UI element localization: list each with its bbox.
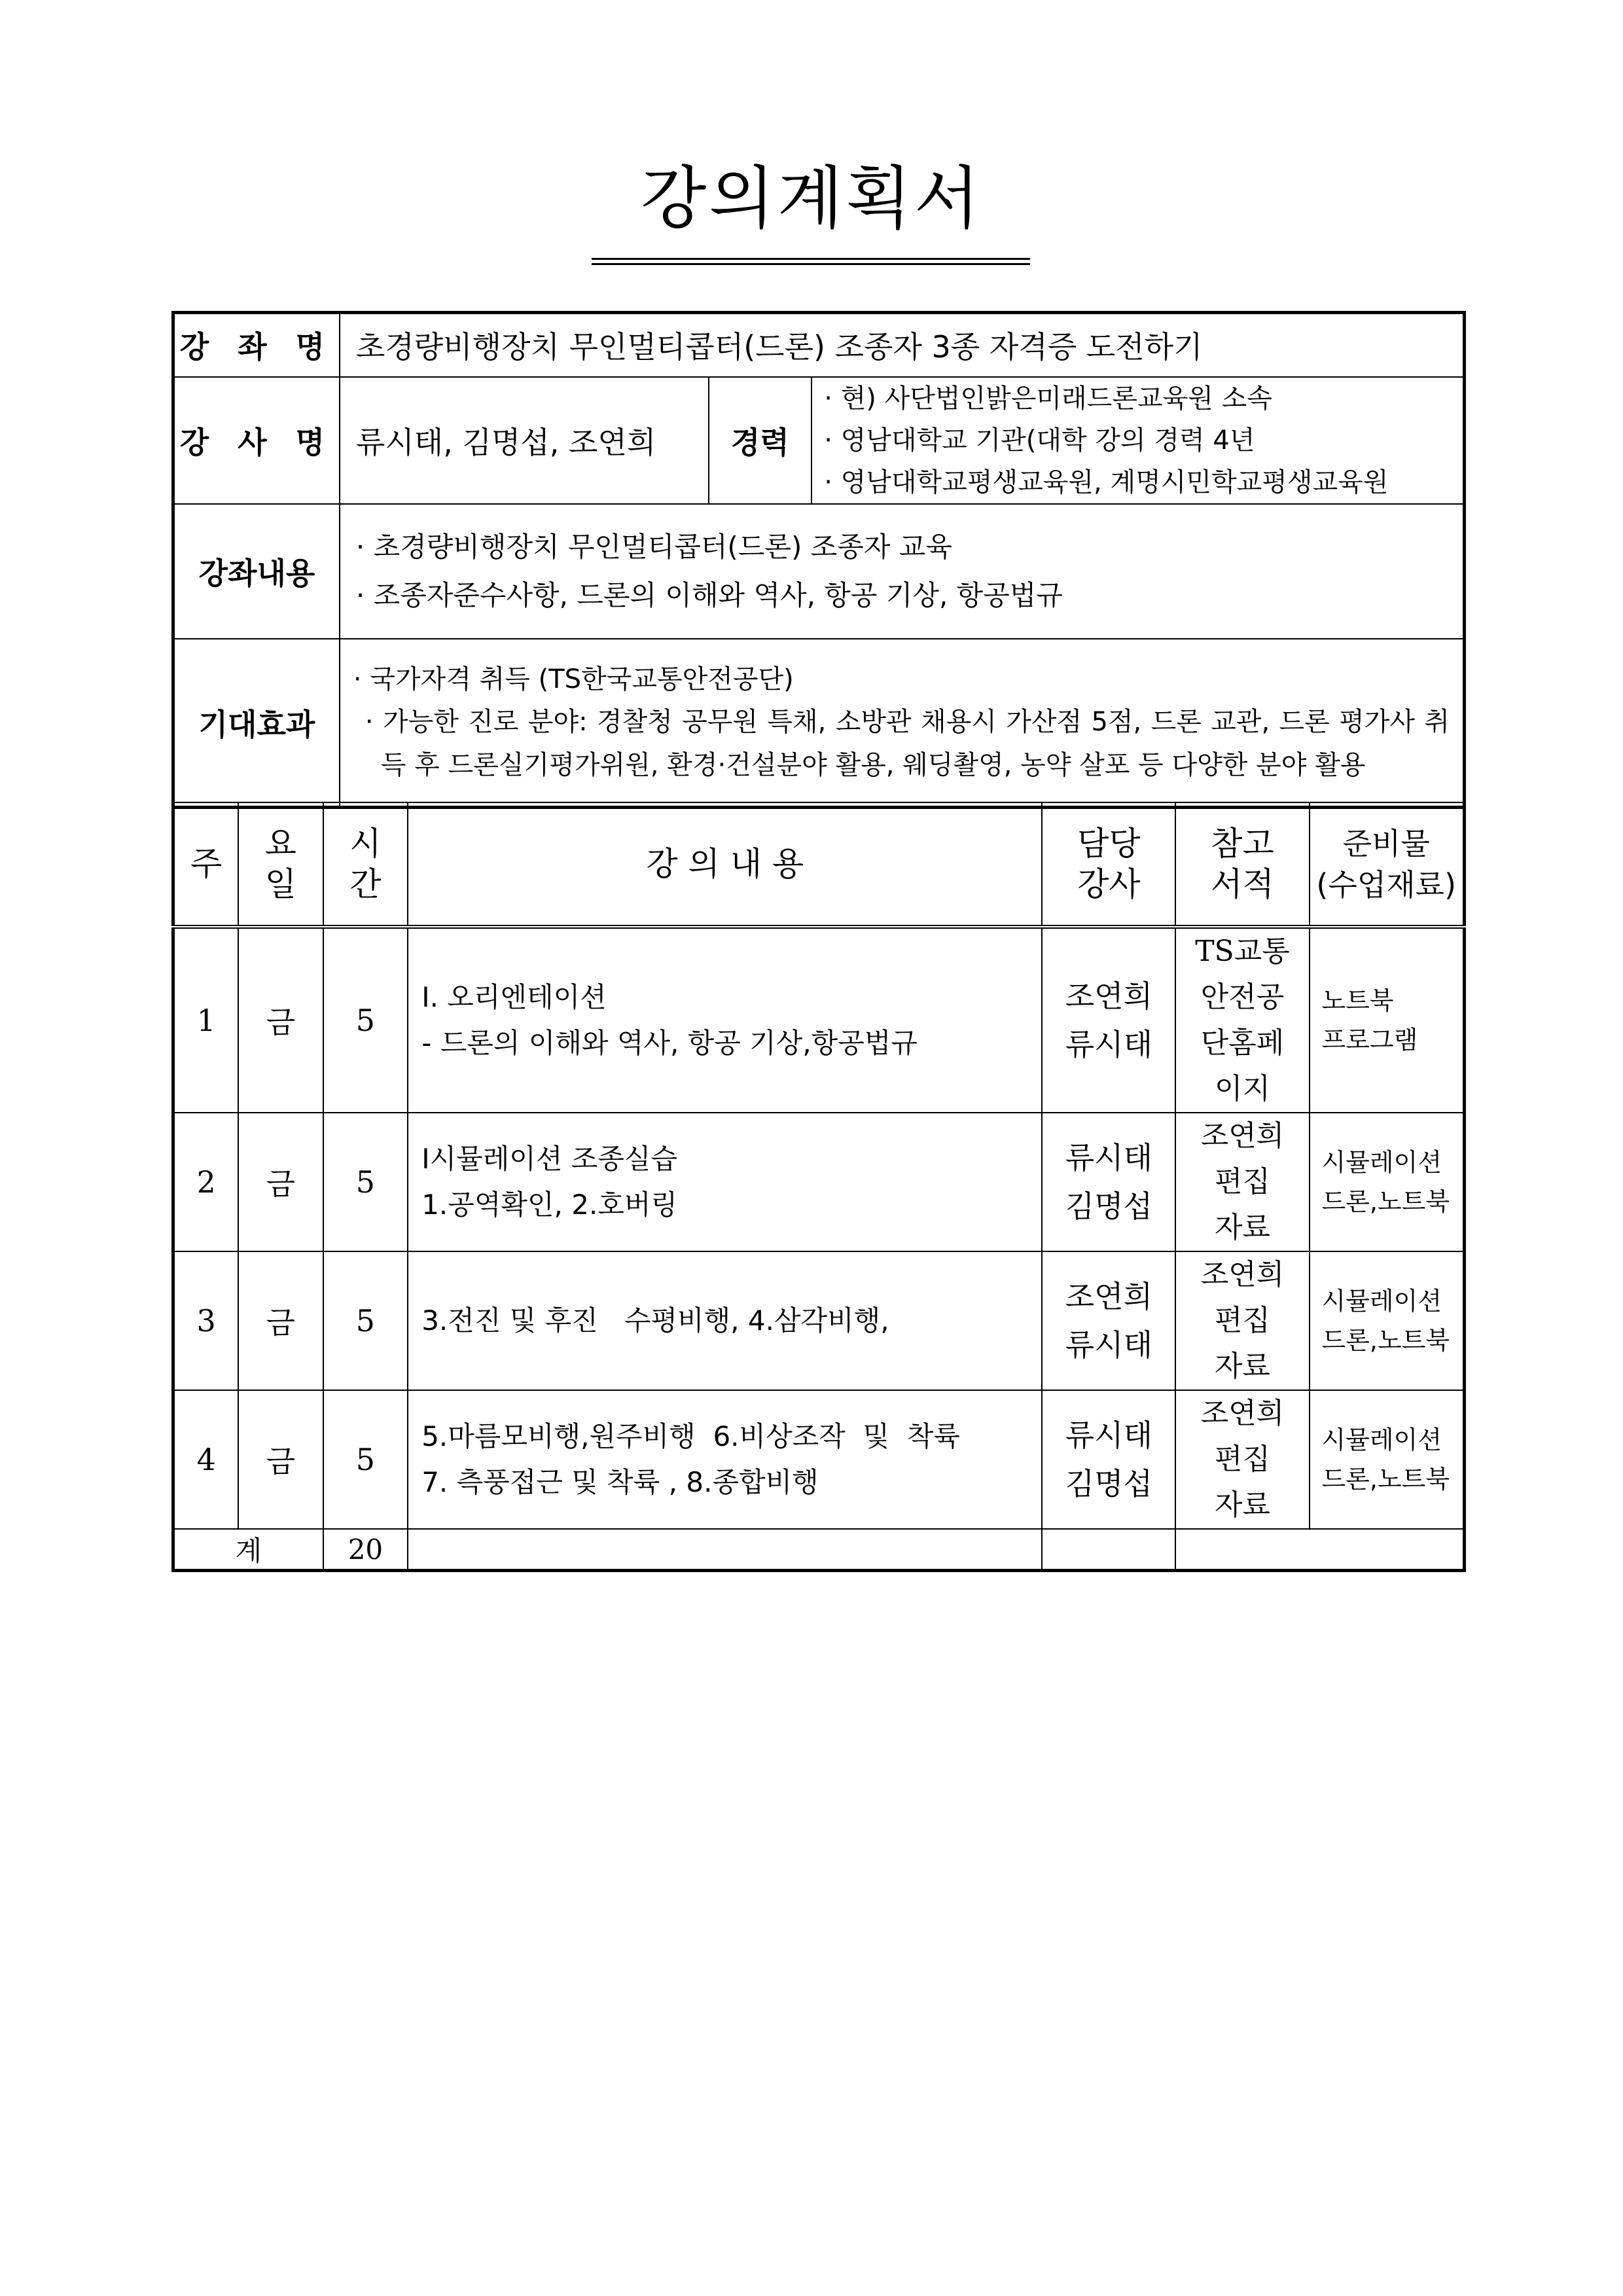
document-title: 강의계획서 [640, 158, 983, 238]
instructor-cell: 조연희 류시태 [1042, 1251, 1175, 1390]
day-cell: 금 [238, 1251, 323, 1390]
total-empty-cell [408, 1529, 1042, 1571]
content-cell: Ⅰ시뮬레이션 조종실습 1.공역확인, 2.호버링 [408, 1113, 1042, 1251]
title-underline [592, 258, 1030, 260]
content-item: · 조종자준수사항, 드론의 이해와 역사, 항공 기상, 항공법규 [355, 579, 1063, 611]
course-name-value: 초경량비행장치 무인멀티콥터(드론) 조종자 3종 자격증 도전하기 [340, 313, 1465, 377]
header-week: 주 [173, 802, 239, 927]
table-row [173, 1113, 1465, 1251]
header-content: 강 의 내 용 [408, 802, 1042, 927]
table-row [173, 1390, 1465, 1529]
career-item: · 영남대학교평생교육원, 계명시민학교평생교육원 [824, 467, 1389, 497]
effect-label: 기대효과 [173, 639, 340, 808]
hours-cell: 5 [323, 927, 408, 1113]
hours-cell: 5 [323, 1251, 408, 1390]
effect-item: · 가능한 진로 분야: 경찰청 공무원 특채, 소방관 채용시 가산점 5점, 드론 교관, 드론 평가사 취득 후 드론실기평가위원, 환경·건설분야 활용, 웨딩촬영, 농약 살포 등 다양한 분야 활용 [365, 706, 1450, 780]
week-cell: 2 [173, 1113, 239, 1251]
table-row [173, 927, 1465, 1113]
table-row [173, 1251, 1465, 1390]
content-item: · 초경량비행장치 무인멀티콥터(드론) 조종자 교육 [355, 530, 952, 563]
schedule-table [171, 802, 1466, 1572]
hours-cell: 5 [323, 1113, 408, 1251]
title-underline-2 [592, 263, 1030, 265]
day-cell: 금 [238, 927, 323, 1113]
day-cell: 금 [238, 1113, 323, 1251]
prep-cell: 시뮬레이션 드론,노트북 [1310, 1390, 1465, 1529]
week-cell: 4 [173, 1390, 239, 1529]
career-item: · 영남대학교 기관(대학 강의 경력 4년 [824, 425, 1255, 456]
content-cell: 5.마름모비행,원주비행 6.비상조작 및 착륙 7. 측풍접근 및 착륙 , 8.종합비행 [408, 1390, 1042, 1529]
instructor-cell: 류시태 김명섭 [1042, 1390, 1175, 1529]
instructor-value: 류시태, 김명섭, 조연희 [340, 377, 709, 504]
total-hours: 20 [323, 1529, 408, 1571]
course-name-label: 강 좌 명 [173, 313, 340, 377]
week-cell: 3 [173, 1251, 239, 1390]
prep-cell: 시뮬레이션 드론,노트북 [1310, 1113, 1465, 1251]
header-reference: 참고 서적 [1175, 802, 1309, 927]
total-row [173, 1529, 1465, 1571]
hours-cell: 5 [323, 1390, 408, 1529]
content-label: 강좌내용 [173, 504, 340, 639]
total-empty-cell [1175, 1529, 1464, 1571]
content-cell: Ⅰ. 오리엔테이션 - 드론의 이해와 역사, 항공 기상,항공법규 [408, 927, 1042, 1113]
reference-cell: 조연희 편집 자료 [1175, 1113, 1309, 1251]
reference-cell: 조연희 편집 자료 [1175, 1251, 1309, 1390]
instructor-cell: 조연희 류시태 [1042, 927, 1175, 1113]
header-hours: 시 간 [323, 802, 408, 927]
prep-cell: 노트북 프로그램 [1310, 927, 1465, 1113]
instructor-cell: 류시태 김명섭 [1042, 1113, 1175, 1251]
reference-cell: 조연희 편집 자료 [1175, 1390, 1309, 1529]
week-cell: 1 [173, 927, 239, 1113]
prep-cell: 시뮬레이션 드론,노트북 [1310, 1251, 1465, 1390]
content-cell: 3.전진 및 후진 수평비행, 4.삼각비행, [408, 1251, 1042, 1390]
instructor-label: 강 사 명 [173, 377, 340, 504]
effect-item: · 국가자격 취득 (TS한국교통안전공단) [353, 664, 794, 694]
reference-cell: TS교통 안전공 단홈페 이지 [1175, 927, 1309, 1113]
career-label: 경력 [709, 377, 812, 504]
total-label: 계 [173, 1529, 323, 1571]
effect-list [340, 639, 1465, 808]
career-item: · 현) 사단법인밝은미래드론교육원 소속 [824, 383, 1272, 414]
total-empty-cell [1042, 1529, 1175, 1571]
day-cell: 금 [238, 1390, 323, 1529]
course-info-table [171, 311, 1466, 809]
content-list [340, 504, 1465, 639]
header-day: 요 일 [238, 802, 323, 927]
header-instructor: 담당 강사 [1042, 802, 1175, 927]
career-list [812, 377, 1464, 504]
header-prep: 준비물 (수업재료) [1310, 802, 1465, 927]
